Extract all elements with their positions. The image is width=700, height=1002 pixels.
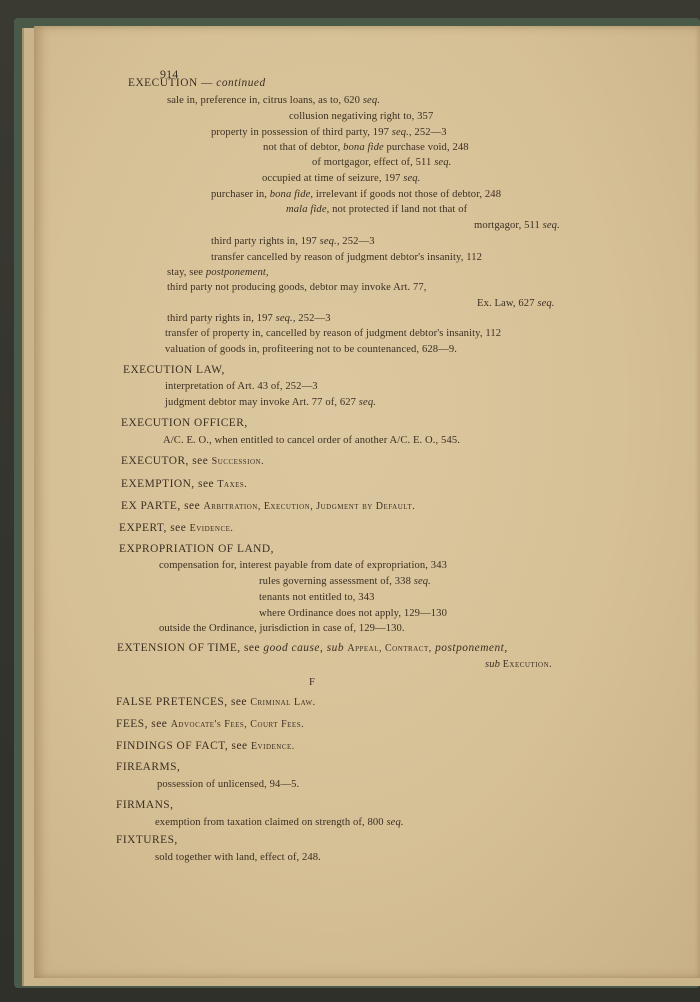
- index-entry: [262, 172, 420, 185]
- index-text-run: F: [309, 677, 315, 688]
- index-text-run: continued: [216, 77, 266, 89]
- index-text-run: tenants not entitled to, 343: [259, 592, 375, 603]
- index-heading: [116, 761, 180, 774]
- index-entry: [263, 141, 469, 154]
- index-text-run: Evidence.: [189, 523, 234, 534]
- index-entry: [259, 591, 375, 604]
- index-heading: [119, 522, 233, 535]
- index-text-run: Criminal Law.: [250, 697, 316, 708]
- index-text-run: transfer cancelled by reason of judgment debtor's insanity, 112: [211, 252, 483, 263]
- index-heading: [121, 478, 247, 491]
- index-entry: [167, 94, 380, 107]
- index-text-run: occupied at time of seizure, 197: [262, 173, 404, 184]
- index-entry: [159, 622, 405, 635]
- page-number: 914: [160, 67, 179, 81]
- index-text-run: Evidence.: [250, 741, 295, 752]
- index-text-run: EXPERT,: [119, 522, 171, 534]
- index-text-run: third party rights in, 197: [167, 313, 276, 324]
- index-text-run: bona fide: [269, 189, 311, 200]
- index-heading: [117, 642, 508, 655]
- index-text-run: interpretation of Art. 43 of, 252—3: [165, 381, 318, 392]
- index-text-run: EXPROPRIATION OF LAND,: [119, 543, 274, 555]
- index-text-run: outside the Ordinance, jurisdiction in case of, 129—130.: [159, 623, 405, 634]
- index-heading: [128, 77, 266, 90]
- index-entry: [167, 266, 269, 279]
- index-text-run: seq.: [413, 576, 431, 587]
- index-entry: [309, 676, 315, 689]
- index-text-run: seq.: [434, 157, 452, 168]
- index-text-run: mala fide: [286, 204, 327, 215]
- index-heading: [116, 740, 295, 753]
- index-text-run: FALSE PRETENCES,: [116, 696, 231, 708]
- index-entry: [211, 235, 375, 248]
- index-entry: [157, 778, 299, 791]
- index-text-run: bona fide: [343, 142, 384, 153]
- index-text-run: purchase void, 248: [383, 142, 469, 153]
- index-entry: [163, 434, 460, 447]
- index-text-run: EXTENSION OF TIME,: [117, 642, 244, 654]
- index-text-run: seq.: [275, 313, 293, 324]
- index-text-run: , 252—3: [408, 127, 447, 138]
- index-text-run: EXECUTOR,: [121, 455, 193, 467]
- index-text-run: FINDINGS OF FACT,: [116, 740, 232, 752]
- index-text-run: FIXTURES,: [116, 834, 178, 846]
- index-text-run: Taxes.: [217, 479, 248, 490]
- index-text-run: sale in, preference in, citrus loans, as to, 620: [167, 95, 363, 106]
- index-text-run: transfer of property in, cancelled by reason of judgment debtor's insanity, 112: [165, 328, 502, 339]
- index-text-run: seq.: [537, 298, 555, 309]
- index-text-run: see: [151, 718, 171, 730]
- index-text-run: , 252—3: [292, 313, 331, 324]
- index-entry: [259, 607, 447, 620]
- index-text-run: see: [184, 500, 204, 512]
- index-entry: [286, 203, 467, 216]
- index-text-run: sub: [326, 642, 345, 654]
- index-text-run: Execution.: [502, 659, 553, 670]
- index-text-run: FEES,: [116, 718, 152, 730]
- index-entry: [289, 110, 433, 123]
- index-text-run: where Ordinance does not apply, 129—130: [259, 608, 447, 619]
- index-text-run: EXECUTION OFFICER,: [121, 417, 248, 429]
- index-entry: [165, 327, 501, 340]
- index-text-run: seq.: [386, 817, 404, 828]
- index-text-run: seq.: [319, 236, 337, 247]
- index-text-run: A/C. E. O., when entitled to cancel order of another A/C. E. O., 545.: [163, 435, 460, 446]
- index-text-run: see: [244, 642, 264, 654]
- index-text-run: seq.: [358, 397, 376, 408]
- index-text-run: Succession.: [211, 456, 265, 467]
- index-text-run: FIREARMS,: [116, 761, 181, 773]
- index-heading: [123, 364, 225, 377]
- index-entry: [155, 816, 404, 829]
- index-text-run: collusion negativing right to, 357: [289, 111, 434, 122]
- index-text-run: Ex. Law, 627: [477, 298, 538, 309]
- index-text-run: Arbitration, Execution, Judgment by Default.: [203, 501, 416, 512]
- index-text-run: sub: [485, 659, 501, 670]
- index-heading: [116, 696, 316, 709]
- index-text-run: good cause: [263, 642, 320, 654]
- index-entry: [165, 343, 457, 356]
- index-entry: [155, 851, 321, 864]
- index-text-run: EXECUTION LAW,: [123, 364, 225, 376]
- index-text-run: possession of unlicensed, 94—5.: [157, 779, 300, 790]
- index-entry: [165, 396, 376, 409]
- index-text-run: mortgagor, 511: [474, 220, 543, 231]
- index-entry: [167, 281, 427, 294]
- index-text-run: third party not producing goods, debtor may invoke Art. 77,: [167, 282, 427, 293]
- index-entry: [167, 312, 331, 325]
- index-text-run: postponement,: [435, 642, 508, 654]
- index-entry: [474, 219, 560, 232]
- index-text-run: third party rights in, 197: [211, 236, 320, 247]
- index-text-run: EX PARTE,: [121, 500, 185, 512]
- index-text-run: not that of debtor,: [263, 142, 344, 153]
- index-entry: [159, 559, 447, 572]
- index-text-run: purchaser in,: [211, 189, 270, 200]
- index-text-run: see: [231, 740, 251, 752]
- index-heading: [121, 500, 415, 513]
- index-heading: [116, 834, 178, 847]
- index-text-run: seq.: [362, 95, 380, 106]
- index-text-run: EXECUTION —: [128, 77, 217, 89]
- index-text-run: stay, see: [167, 267, 206, 278]
- index-text-run: exemption from taxation claimed on strength of, 800: [155, 817, 387, 828]
- index-heading: [116, 718, 304, 731]
- index-text-run: postponement,: [205, 267, 269, 278]
- index-text-run: rules governing assessment of, 338: [259, 576, 414, 587]
- index-text-run: Appeal, Contract,: [347, 643, 432, 654]
- index-text-run: seq.: [403, 173, 421, 184]
- index-entry: [477, 297, 555, 310]
- index-entry: [485, 658, 552, 671]
- index-text-run: see: [230, 696, 251, 708]
- index-entry: [211, 188, 501, 201]
- index-heading: [121, 455, 264, 468]
- index-text-run: see: [192, 455, 212, 467]
- index-heading: [116, 799, 174, 812]
- index-entry: [211, 126, 447, 139]
- index-entry: [312, 156, 451, 169]
- book-page: [34, 26, 700, 978]
- index-text-run: , not protected if land not that of: [326, 204, 468, 215]
- index-text-run: seq.: [542, 220, 560, 231]
- index-text-run: property in possession of third party, 197: [211, 127, 392, 138]
- index-text-run: see: [198, 478, 218, 490]
- index-text-run: FIRMANS,: [116, 799, 174, 811]
- index-text-run: judgment debtor may invoke Art. 77 of, 627: [165, 397, 359, 408]
- index-text-run: Advocate's Fees, Court Fees.: [170, 719, 305, 730]
- index-text-run: see: [170, 522, 190, 534]
- index-text-run: seq.: [391, 127, 409, 138]
- index-text-run: of mortgagor, effect of, 511: [312, 157, 435, 168]
- index-text-run: EXEMPTION,: [121, 478, 199, 490]
- index-text-run: , 252—3: [336, 236, 375, 247]
- index-text-run: ,: [319, 642, 327, 654]
- index-entry: [211, 251, 482, 264]
- index-text-run: compensation for, interest payable from date of expropriation, 343: [159, 560, 447, 571]
- index-text-run: , irrelevant if goods not those of debtor, 248: [310, 189, 502, 200]
- index-heading: [119, 543, 274, 556]
- index-text-run: sold together with land, effect of, 248.: [155, 852, 321, 863]
- index-entry: [259, 575, 431, 588]
- index-text-run: valuation of goods in, profiteering not to be countenanced, 628—9.: [165, 344, 457, 355]
- index-heading: [121, 417, 248, 430]
- index-entry: [165, 380, 318, 393]
